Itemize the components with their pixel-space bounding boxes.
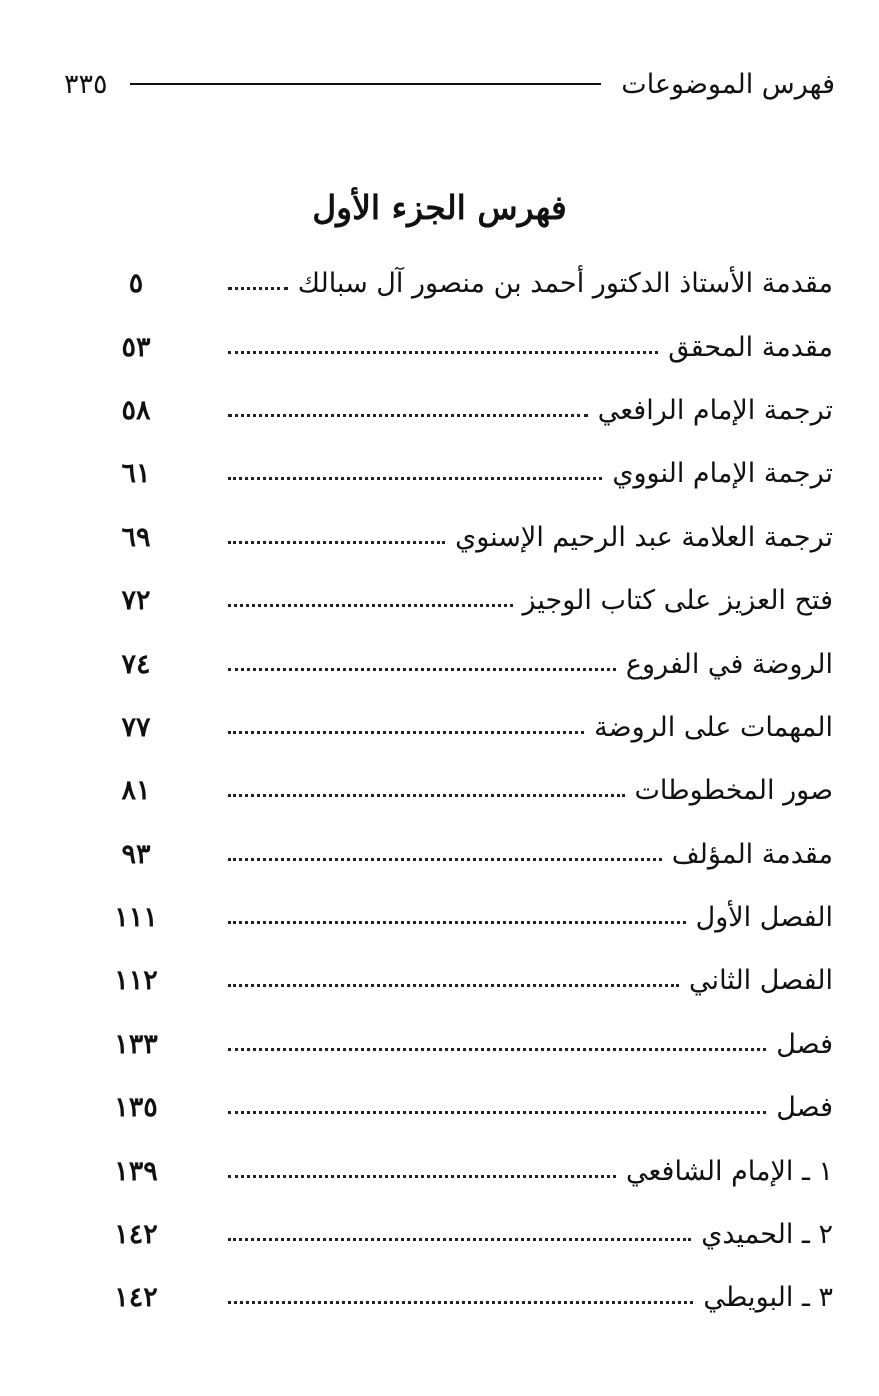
entry-page-number: ١١٢	[114, 965, 158, 997]
dot-leader	[228, 858, 662, 861]
toc-list	[110, 252, 833, 1330]
toc-entry	[110, 1139, 833, 1202]
entry-title: ترجمة الإمام النووي	[612, 458, 833, 490]
entry-page-number: ٥٣	[121, 331, 151, 363]
toc-entry	[110, 632, 833, 695]
entry-title: الفصل الثاني	[689, 965, 833, 997]
entry-page-number: ٧٢	[121, 585, 151, 617]
dot-leader	[228, 1175, 616, 1178]
entry-title: ٢ ـ الحميدي	[701, 1219, 833, 1251]
dot-leader	[228, 351, 658, 354]
dot-leader	[228, 287, 288, 290]
entry-title: مقدمة المؤلف	[671, 838, 833, 870]
entry-page-number: ١١١	[114, 902, 158, 934]
entry-page-number: ٧٤	[121, 648, 151, 680]
entry-page-number: ٨١	[121, 775, 151, 807]
dot-leader	[228, 477, 602, 480]
entry-page-number: ٥٨	[121, 394, 151, 426]
running-title: فهرس الموضوعات	[621, 68, 835, 100]
dot-leader	[228, 921, 686, 924]
entry-title: صور المخطوطات	[634, 775, 833, 807]
entry-page-number: ١٣٣	[114, 1028, 158, 1060]
toc-entry	[110, 379, 833, 442]
entry-page-number: ٧٧	[121, 711, 151, 743]
entry-page-number: ١٣٥	[114, 1092, 158, 1124]
toc-entry	[110, 823, 833, 886]
entry-page-number: ٥	[128, 268, 144, 300]
entry-title: ٣ ـ البويطي	[703, 1282, 833, 1314]
entry-page-number: ٦١	[121, 458, 151, 490]
toc-entry	[110, 506, 833, 569]
entry-page-number: ١٤٢	[114, 1219, 158, 1251]
toc-entry	[110, 1203, 833, 1266]
header-rule	[130, 83, 602, 85]
dot-leader	[228, 1111, 766, 1114]
entry-page-number: ١٣٩	[114, 1155, 158, 1187]
toc-entry	[110, 949, 833, 1012]
entry-page-number: ٩٣	[121, 838, 151, 870]
entry-title: فصل	[776, 1028, 833, 1060]
entry-title: فتح العزيز على كتاب الوجيز	[522, 585, 833, 617]
toc-entry	[110, 759, 833, 822]
entry-title: ترجمة الإمام الرافعي	[597, 394, 833, 426]
toc-entry	[110, 1013, 833, 1076]
dot-leader	[228, 414, 588, 417]
toc-entry	[110, 252, 833, 315]
dot-leader	[228, 1238, 691, 1241]
dot-leader	[228, 541, 445, 544]
entry-title: مقدمة الأستاذ الدكتور أحمد بن منصور آل سبالك	[297, 268, 833, 300]
running-header	[64, 62, 835, 106]
dot-leader	[228, 984, 679, 987]
toc-entry	[110, 1076, 833, 1139]
dot-leader	[228, 731, 584, 734]
dot-leader	[228, 1048, 766, 1051]
entry-title: فصل	[776, 1092, 833, 1124]
entry-title: مقدمة المحقق	[668, 331, 833, 363]
dot-leader	[228, 1301, 693, 1304]
toc-entry	[110, 696, 833, 759]
toc-entry	[110, 569, 833, 632]
dot-leader	[228, 604, 513, 607]
entry-title: ترجمة العلامة عبد الرحيم الإسنوي	[455, 521, 833, 553]
entry-page-number: ٦٩	[121, 521, 151, 553]
page-number: ٣٣٥	[64, 68, 108, 100]
dot-leader	[228, 794, 625, 797]
entry-title: الفصل الأول	[695, 902, 833, 934]
entry-page-number: ١٤٢	[114, 1282, 158, 1314]
toc-entry	[110, 886, 833, 949]
toc-entry	[110, 442, 833, 505]
entry-title: المهمات على الروضة	[594, 711, 833, 743]
toc-entry	[110, 315, 833, 378]
dot-leader	[228, 668, 616, 671]
entry-title: ١ ـ الإمام الشافعي	[626, 1155, 833, 1187]
toc-entry	[110, 1266, 833, 1329]
section-title: فهرس الجزء الأول	[312, 188, 567, 227]
entry-title: الروضة في الفروع	[625, 648, 833, 680]
